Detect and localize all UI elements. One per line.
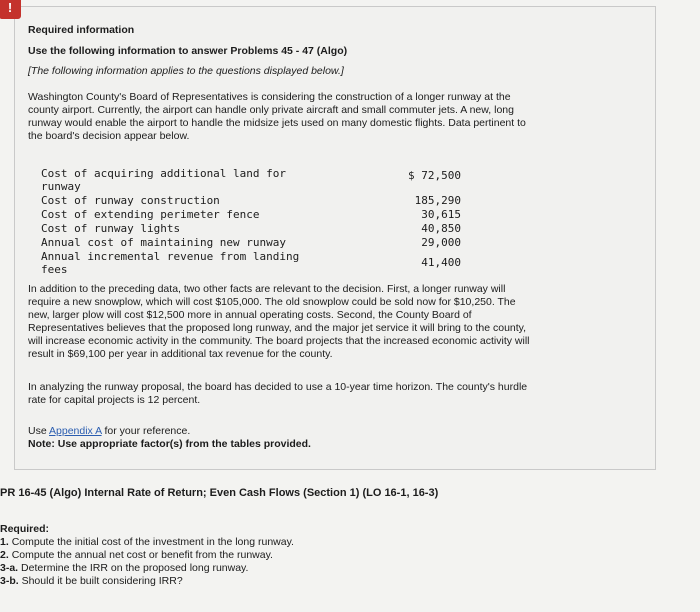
list-item: 1. Compute the initial cost of the investment in the long runway. — [0, 536, 294, 548]
appendix-a-link[interactable]: Appendix A — [49, 425, 102, 437]
required-information-box: ! Required information Use the following information to answer Problems 45 - 47 (Algo) [The following information applies to the questions displayed below.] Washington County's Board of Representatives is considering the construction of a longer runway at the county airport. Currently, the airport can handle only private aircraft and small commuter jets. A new, long runway would enable the airport to handle the midsize jets used on many domestic flights. Data pertinent to the board's decision appear below. Cost of acquiring additional land for runway $ 72,500 Cost of runway construction 185,290 Cost of extending perimeter fence 30,615 Cost of runway lights 40,850 Annual cost of maintaining new runway 29,000 Annual incremental revenue from landing fees 41,400 In addition to the preceding data, two other facts are relevant to the decision. First, a longer runway will require a new snowplow, which will cost $105,000. The old snowplow could be sold now for $10,250. The new, larger plow will cost $12,500 more in annual operating costs. Second, the County Board of Representatives believes that the proposed long runway, and the major jet service it will bring to the county, will increase economic activity in the community. The board projects that the increased economic activity will result in $69,100 per year in additional tax revenue for the county. In analyzing the runway proposal, the board has decided to use a 10-year time horizon. The county's hurdle rate for capital projects is 12 percent. Use Appendix A for your reference. Note: Use appropriate factor(s) from the tables provided. — [14, 6, 656, 470]
table-row-label: Cost of runway lights — [41, 222, 181, 235]
instruction-text: Use the following information to answer Problems 45 - 47 (Algo) — [28, 45, 348, 57]
table-row-value: 41,400 — [421, 256, 461, 269]
table-row-label: Cost of runway construction — [41, 194, 220, 207]
appendix-reference: Use Appendix A for your reference. — [28, 425, 191, 437]
required-label: Required: — [0, 523, 50, 535]
table-row-label: runway — [41, 180, 81, 193]
table-row-label: Annual incremental revenue from landing — [41, 250, 300, 263]
list-item: 3-b. Should it be built considering IRR? — [0, 575, 183, 587]
table-row-label: Cost of extending perimeter fence — [41, 208, 260, 221]
table-row-label: Annual cost of maintaining new runway — [41, 236, 287, 249]
table-row-value: 40,850 — [421, 222, 461, 235]
table-row-value: 29,000 — [421, 236, 461, 249]
problem-title: PR 16-45 (Algo) Internal Rate of Return; Even Cash Flows (Section 1) (LO 16-1, 16-3) — [0, 487, 439, 499]
alert-icon: ! — [0, 0, 21, 19]
table-row-value: $ 72,500 — [408, 169, 461, 182]
table-row-label: fees — [41, 263, 68, 276]
list-item: 3-a. Determine the IRR on the proposed long runway. — [0, 562, 249, 574]
required-information-title: Required information — [28, 24, 135, 36]
table-row-value: 185,290 — [414, 194, 461, 207]
table-row-value: 30,615 — [421, 208, 461, 221]
applies-note: [The following information applies to the questions displayed below.] — [28, 65, 344, 77]
note-text: Note: Use appropriate factor(s) from the tables provided. — [28, 438, 311, 450]
table-row-label: Cost of acquiring additional land for — [41, 167, 287, 180]
list-item: 2. Compute the annual net cost or benefit from the runway. — [0, 549, 273, 561]
